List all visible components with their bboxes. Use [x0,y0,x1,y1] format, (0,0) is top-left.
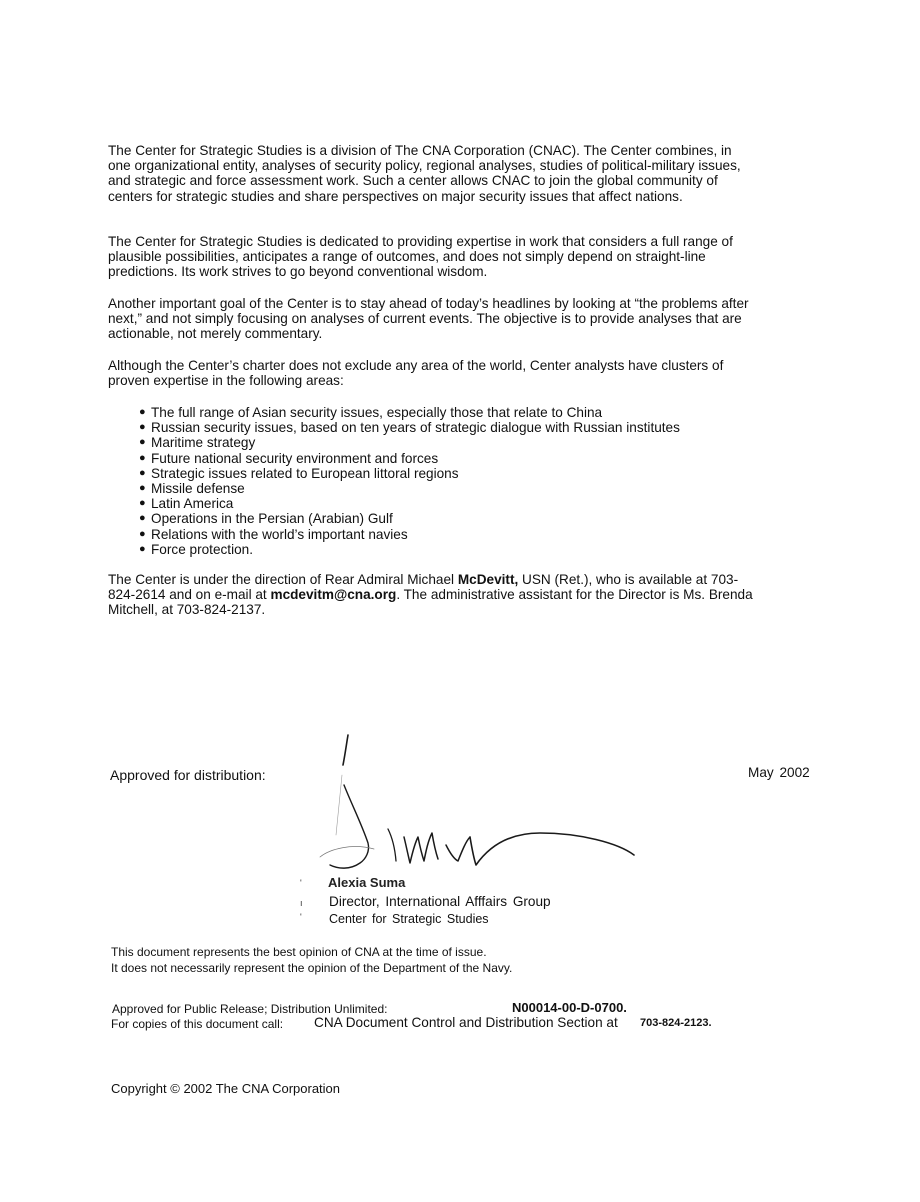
bullet-icon: ● [139,466,146,479]
list-item: ● The full range of Asian security issues, especially those that relate to China [139,405,603,420]
list-item: ● Operations in the Persian (Arabian) Gulf [139,511,393,527]
bullet-icon: ● [139,421,146,434]
bullet-icon: ● [139,451,146,464]
goal-paragraph: Another important goal of the Center is to stay ahead of today’s headlines by looking at “the problems after next,” and not simply focusing on analyses of current events. The objective is to provide analyses that are actionable, not merely commentary. [108,296,749,342]
bullet-icon: ● [139,482,146,495]
list-item: ● Future national security environment and forces [139,450,439,466]
copies-text: CNA Document Control and Distribution Section at [314,1015,618,1030]
signer-title: Director, International Afffairs Group [329,894,551,909]
director-email: mcdevitm@cna.org [270,587,397,603]
disclaimer-line-2: It does not necessarily represent the opinion of the Department of the Navy. [111,961,513,975]
director-name: McDevitt, [457,572,519,587]
copies-label: For copies of this document call: [111,1017,284,1031]
list-item: ● Strategic issues related to European littoral regions [139,465,459,481]
signer-name: Alexia Suma [328,875,406,890]
list-item: ● Russian security issues, based on ten years of strategic dialogue with Russian institutes [139,420,680,436]
bullet-icon: ● [139,542,146,555]
charter-paragraph: Although the Center’s charter does not exclude any area of the world, Center analysts have clusters of proven expertise in the following areas: [108,358,724,389]
approval-label: Approved for distribution: [110,767,266,783]
bullet-icon: ● [139,512,146,525]
list-item: ● Missile defense [139,481,245,497]
expertise-list [139,405,739,557]
direction-paragraph: The Center is under the direction of Rear Admiral Michael McDevitt, USN (Ret.), who is available at 703-824-2614 and on e-mail at mcdevitm@cna.org. The administrative assistant for the Director is Ms. Brenda Mitchell, at 703-824-2137. [108,572,753,618]
intro-paragraph: The Center for Strategic Studies is a division of The CNA Corporation (CNAC). The Center combines, in one organizational entity, analyses of security policy, regional analyses, studies of political-military issues, and strategic and force assessment work. Such a center allows CNAC to join the global community of centers for strategic studies and share perspectives on major security issues that affect nations. [108,143,741,204]
bullet-icon: ● [139,527,146,540]
list-item: ● Maritime strategy [139,435,256,451]
signer-org: Center for Strategic Studies [329,912,489,926]
approval-date: May 2002 [748,765,810,780]
dedication-paragraph: The Center for Strategic Studies is dedicated to providing expertise in work that considers a full range of plausible possibilities, anticipates a range of outcomes, and does not simply depend on straight-line predictions. Its work strives to go beyond conventional wisdom. [108,234,733,280]
tick-mark: ı [300,898,303,908]
bullet-icon: ● [139,436,146,449]
list-item: ● Force protection. [139,541,253,557]
tick-mark: ' [300,878,302,888]
list-item: ● Latin America [139,496,234,512]
contract-number: N00014-00-D-0700. [512,1000,627,1015]
copies-phone: 703-824-2123. [640,1017,712,1029]
signature-image [300,725,640,895]
tick-mark: ' [300,912,302,922]
bullet-icon: ● [139,406,146,418]
copyright-notice: Copyright © 2002 The CNA Corporation [111,1081,341,1096]
bullet-icon: ● [139,497,146,510]
release-label: Approved for Public Release; Distribution Unlimited: [112,1002,388,1016]
disclaimer-line-1: This document represents the best opinion of CNA at the time of issue. [111,945,487,959]
list-item: ● Relations with the world’s important navies [139,526,408,542]
